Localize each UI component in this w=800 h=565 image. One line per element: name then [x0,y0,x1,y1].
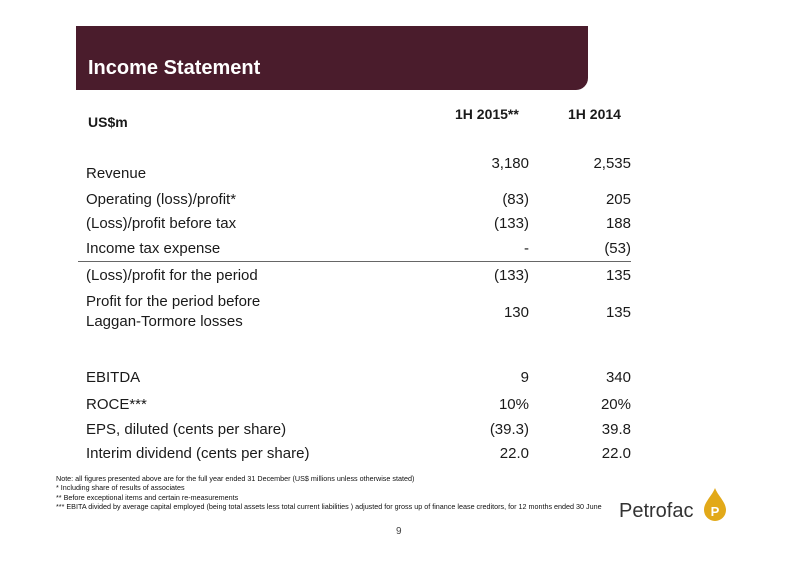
logo-mark-letter: P [710,504,720,519]
pbt-1h2015: (133) [493,215,529,232]
row-label-dividend: Interim dividend (cents per share) [86,445,310,462]
row-label-period: (Loss)/profit for the period [86,267,258,284]
row-label-income-tax: Income tax expense [86,240,221,257]
period-1h2015: (133) [493,267,529,284]
operating-1h2015: (83) [502,191,529,208]
ebitda-1h2015: 9 [520,369,529,386]
col-header-1h2014: 1H 2014 [568,106,621,122]
revenue-1h2015: 3,180 [491,155,529,172]
roce-1h2014: 20% [600,396,631,413]
dividend-1h2014: 22.0 [601,445,631,462]
row-label-revenue: Revenue [86,165,147,182]
row-label-pbt: (Loss)/profit before tax [86,215,237,232]
footnote-associates: * Including share of results of associates [56,483,185,493]
eps-1h2015: (39.3) [489,421,529,438]
table-divider [78,261,631,262]
roce-1h2015: 10% [498,396,529,413]
operating-1h2014: 205 [605,191,631,208]
row-label-roce: ROCE*** [86,396,147,413]
period-1h2014: 135 [605,267,631,284]
row-label-before-laggan-2: Laggan-Tormore losses [86,313,243,330]
oil-drop-icon [704,488,726,522]
petrofac-logo [619,488,729,528]
footnotes [56,474,602,512]
income-tax-1h2014: (53) [604,240,631,257]
ebitda-1h2014: 340 [605,369,631,386]
revenue-1h2014: 2,535 [593,155,631,172]
row-label-operating: Operating (loss)/profit* [86,191,237,208]
logo-wordmark: Petrofac [619,500,694,522]
dividend-1h2015: 22.0 [499,445,529,462]
footnote-main: Note: all figures presented above are for the full year ended 31 December (US$ millions unless otherwise stated) [56,474,415,483]
pbt-1h2014: 188 [605,215,631,232]
row-label-before-laggan-1: Profit for the period before [86,293,261,310]
income-tax-1h2015: - [524,240,529,257]
row-label-eps: EPS, diluted (cents per share) [86,421,287,438]
unit-header: US$m [88,114,128,130]
footnote-exceptional: ** Before exceptional items and certain re-measurements [56,492,239,502]
slide-title: Income Statement [88,57,261,79]
col-header-1h2015: 1H 2015** [455,106,519,122]
footnote-roce: *** EBITA divided by average capital employed (being total assets less total current liabilities ) adjusted for gross up of finance lease creditors, for 12 months ended 30 June [56,502,602,512]
before-laggan-1h2015: 130 [503,304,529,321]
before-laggan-1h2014: 135 [605,304,631,321]
title-banner [76,26,588,90]
eps-1h2014: 39.8 [601,421,631,438]
page-number: 9 [396,526,402,537]
row-label-ebitda: EBITDA [86,369,141,386]
